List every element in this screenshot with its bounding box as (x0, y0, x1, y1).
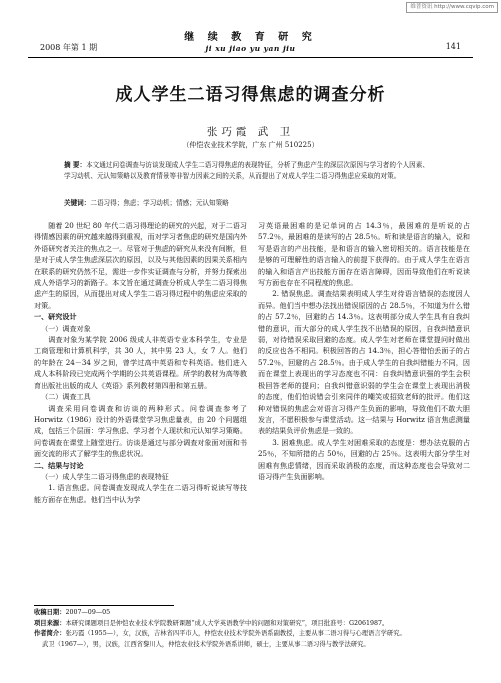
body-right-column (258, 220, 470, 482)
watermark: 维普资讯 http://www.cqvip.com (406, 2, 498, 13)
subsection-heading: （一）调查对象 (41, 323, 91, 333)
keywords-label: 关键词： (64, 199, 91, 207)
body-paragraph: 3. 困难焦虑。成人学生对困难采取的态度是：想办法克服的占 25％，不知所措的占 50％，回避的占 25％。这表明大部分学生对困难有焦虑情绪，因而采取消极的态度，而这种态度也会导致对二语习得产生负面影响。 (258, 437, 470, 481)
footnote-label: 项目来源： (34, 619, 66, 627)
abstract-text: 本文通过问卷调查与访谈发现成人学生二语习得焦虑的表现特征，分析了焦虑产生的深层次原因与学习者的个人因素、学习动机、元认知策略以及教育情景等非智力因素之间的关系，从而提出了对成人学生二语习得焦虑应采取的对策。 (64, 161, 429, 180)
body-paragraph: 随着 20 世纪 80 年代二语习得理论的研究的兴起，对于二语习得情感因素的研究越来越得到重视，而对学习者焦虑的研究是国内外外语研究者关注的焦点之一。尽管对于焦虑的研究从来没有间断，但是对于成人学生焦虑深层次的原因，以及与其他因素的因果关系相内在联系的研究仍然不足，需进一步作实证调查与分析，并努力探索出成人外语学习的新路子。本文旨在通过调查分析成人学生二语习得焦虑产生的原因，从而提出对成人学生二语习得过程中的焦虑应采取的对策。 (34, 221, 247, 310)
body-paragraph: 2. 错误焦虑。调查结果表明成人学生对待语言错误的态度因人而异。他们当中想办法找出错误原因的占 28.5％，不知道为什么错的占 57.2％，回避的占 14.3％。这表明部分成人学生具有自我纠错的意识，而大部分的成人学生找不出错误的原因，自我纠错意识弱，对待错误采取回避的态度。成人学生对老师在课堂提问时做出的反应也各不相同。积极回答的占 14.3％，担心答错怕丢面子的占 57.2％，回避的占 28.5％。由于成人学生的自我纠错能力不同，因而在课堂上表现出的学习态度也不同：自我纠错意识强的学生会积极回答老师的提问；自我纠错意识弱的学生会在课堂上表现出消极的态度，他们怕说错会引来同伴的嘲笑或招致老师的批评。他们这种对错误的焦虑会对语言习得产生负面的影响，导致他们不敢大胆发言，不愿积极参与课堂活动。这一结果与 Horwitz 语言焦虑测量表的结果负评价焦虑是一致的。 (258, 289, 470, 436)
keywords-text: 二语习得；焦虑；学习动机；情感；元认知策略 (90, 199, 229, 207)
article-title: 成人学生二语习得焦虑的调查分析 (115, 85, 386, 105)
issue-number: 2008 年第 1 期 (40, 43, 98, 52)
footnote (34, 640, 471, 651)
abstract-label: 摘 要： (64, 161, 87, 169)
footnotes (34, 608, 471, 650)
footnote-rule (34, 605, 174, 606)
body-paragraph: 习英语最困难的是记单词的占 14.3％，最困难的是听说的占 57.2％，最困难的是读写的占 28.5％。听和读是语言的输入，说和写是语言的产出技能，是和语言的输入密切相关的。语言技能是在是够的可理解性的语言输入的前提下获得的。由于成人学生在语言的输入和语言产出技能方面存在语言障碍，因而导致他们在听说读写方面也存在不同程度的焦虑。 (258, 221, 470, 288)
footnote-text: 武卫（1967—），男，汉族，江西省黎川人，仲恺农业技术学院外语系讲师，硕士，主要从事二语习得与教学法研究。 (42, 640, 370, 648)
abstract (64, 160, 435, 182)
body-paragraph: 调查对象为某学院 2006 级成人非英语专业本科学生，专业是工商管理和计算机科学，共 30 人，其中男 23 人，女 7 人。他们的年龄在 24－34 岁之间，曾学过高中英语和专科英语。他们进入成人本科阶段已完成两个学期的公共英语课程。所学的教材为高等教育出版社出版的成人《英语》系列教材第四册和第五册。 (34, 335, 247, 390)
body-paragraph: 调查采用问卷调查和访谈的两种形式。问卷调查参考了 Horwitz（1986）设计的外语课堂学习焦虑量表，由 20 个问题组成，包括三个层面：学习焦虑、学习者个人现状和元认知学习策略。问卷调查在课堂上随堂进行。访谈是通过与部分调查对象面对面和书面交流的形式了解学生的焦虑状况。 (34, 403, 247, 459)
section-heading: 一、研究设计 (34, 312, 77, 322)
authors: 张巧霞 武 卫 (206, 126, 295, 138)
header-rule (28, 57, 473, 58)
footnote (34, 629, 471, 640)
footnote-text: 张巧霞（1955—），女，汉族，吉林省四平市人，仲恺农业技术学院外语系副教授，主要从事二语习得与心理语言学研究。 (65, 630, 406, 637)
body-paragraph: 1. 语言焦虑。问卷调查发现成人学生在二语习得听说读写等技能方面存在焦虑。他们当中认为学 (34, 483, 247, 504)
running-header (28, 26, 473, 60)
footnote-label: 作者简介： (34, 630, 66, 637)
footnote-text: 本研究课题项目是仲恺农业技术学院教研课题“成人大学英语教学中的问题和对策研究”，项目批准号：G2061987。 (65, 619, 389, 627)
journal-name-pinyin: ji xu jiao yu yan jiu (205, 44, 296, 53)
journal-name-cn: 继 续 教 育 研 究 (184, 32, 317, 43)
subsection-heading: （二）调查工具 (41, 392, 91, 402)
footnote-text: 2007—09—05 (65, 609, 111, 616)
footnote-label: 收稿日期： (34, 609, 66, 616)
footnote (34, 608, 471, 619)
journal-name (28, 28, 473, 53)
keywords (64, 197, 435, 207)
subsection-heading: （一）成人学生二语习得焦虑的表现特征 (41, 471, 169, 481)
footnote (34, 619, 471, 630)
affiliation: （仲恺农业技术学院，广东 广州 510225） (182, 141, 319, 149)
body-left-column (34, 220, 247, 505)
section-heading: 二、结果与讨论 (34, 460, 84, 470)
page-number: 141 (445, 42, 461, 51)
